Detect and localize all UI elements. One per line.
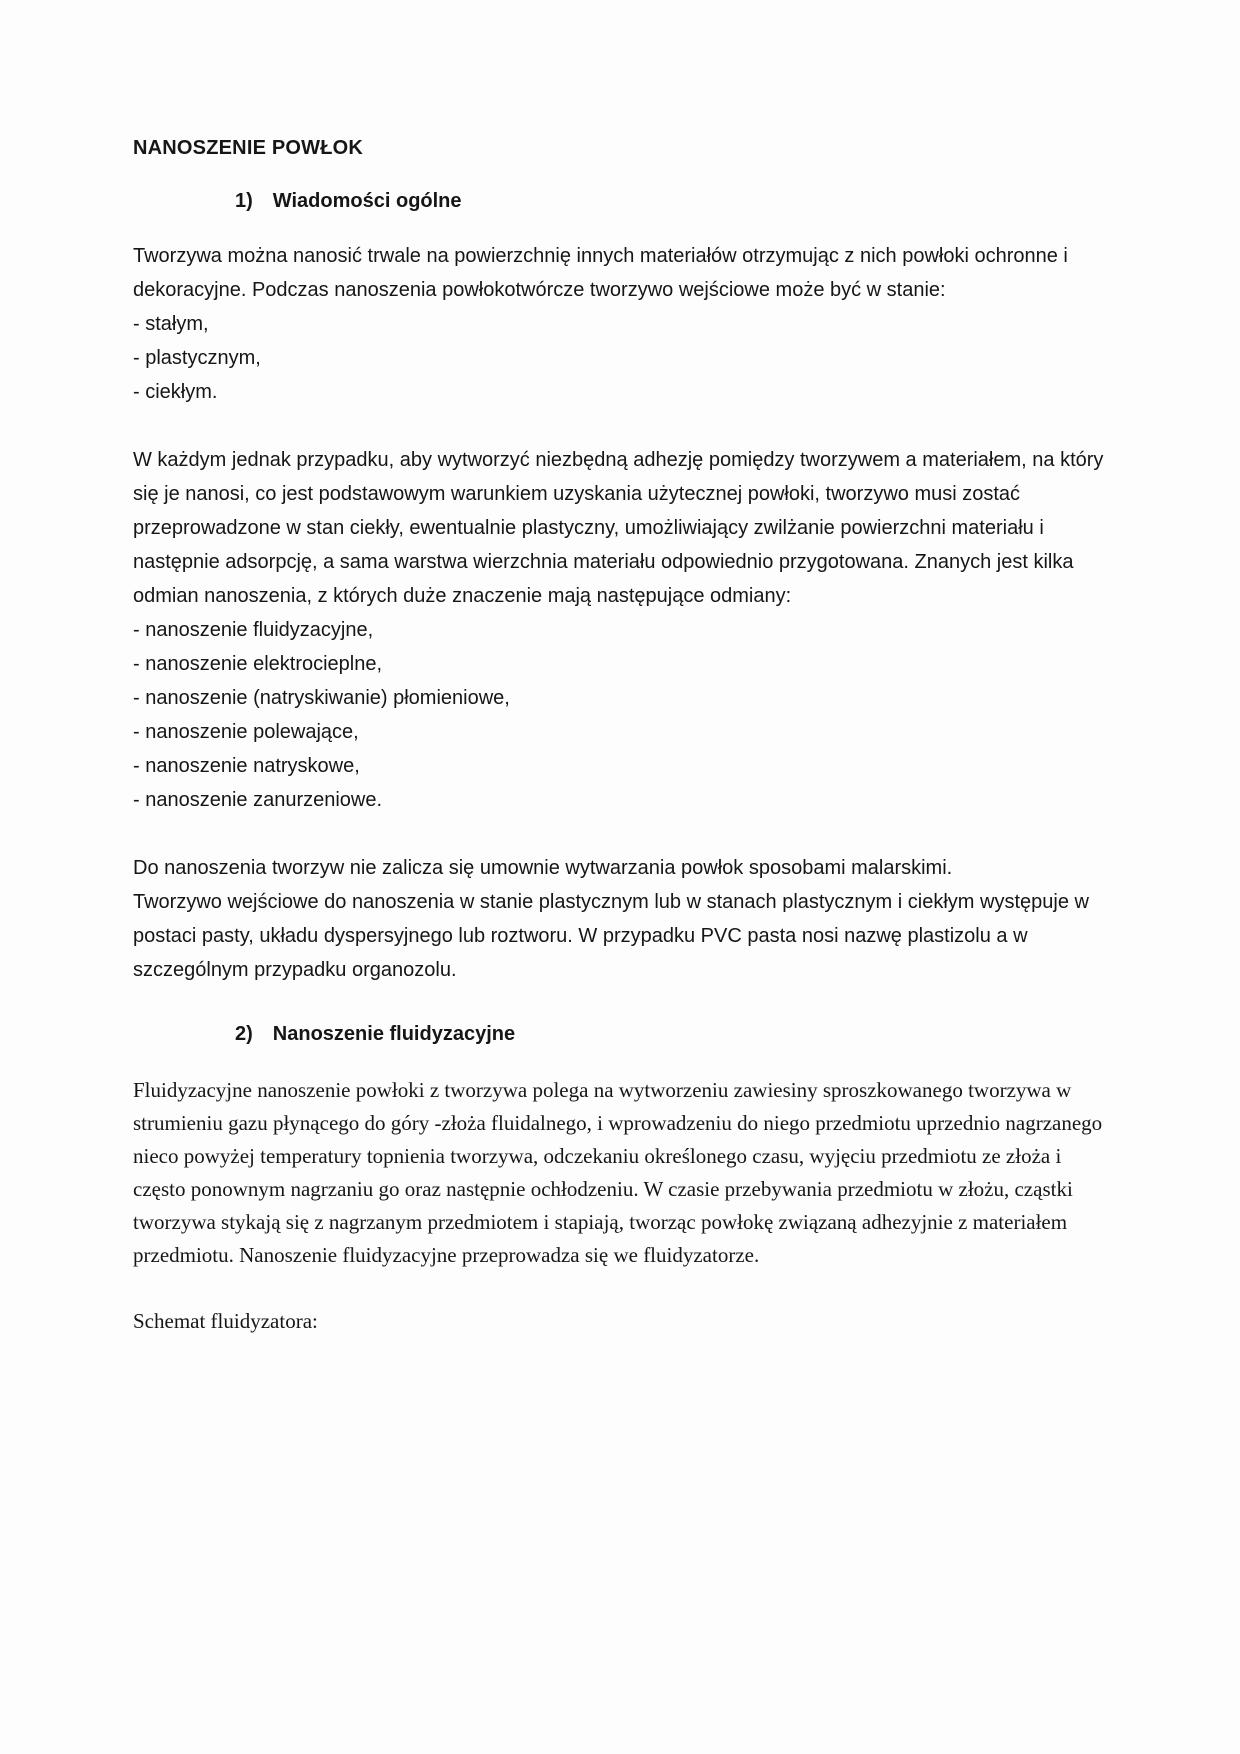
- section-1-body: [133, 239, 1118, 987]
- document-title: NANOSZENIE POWŁOK: [133, 137, 364, 159]
- document-content: [133, 137, 1118, 1338]
- method-item-polewajace: - nanoszenie polewające,: [133, 721, 359, 743]
- paragraph-wejsciowe-text: Tworzywo wejściowe do nanoszenia w stanie plastycznym lub w stanach plastycznym i ciekłym występuje w postaci pasty, układu dyspersyjnego lub roztworu. W przypadku PVC pasta nosi nazwę plastizolu a w szczególnym przypadku organozolu.: [133, 891, 1089, 981]
- state-item-plastycznym: - plastycznym,: [133, 347, 261, 369]
- paragraph-adhezja: W każdym jednak przypadku, aby wytworzyć niezbędną adhezję pomiędzy tworzywem a materiałem, na który się je nanosi, co jest podstawowym warunkiem uzyskania użytecznej powłoki, tworzywo musi zostać przeprowadzone w stan ciekły, ewentualnie plastyczny, umożliwiający zwilżanie powierzchni materiału i następnie adsorpcję, a sama warstwa wierzchnia materiału odpowiednio przygotowana. Znanych jest kilka odmian nanoszenia, z których duże znaczenie mają następujące odmiany:: [133, 449, 1104, 607]
- section-1-heading: [133, 190, 1118, 213]
- method-item-elektrocieplne: - nanoszenie elektrocieplne,: [133, 653, 383, 675]
- section-2-body: [133, 1074, 1118, 1338]
- paragraph-intro: Tworzywa można nanosić trwale na powierzchnię innych materiałów otrzymując z nich powłoki ochronne i dekoracyjne. Podczas nanoszenia powłokotwórcze tworzywo wejściowe może być w stanie:: [133, 245, 1068, 301]
- schemat-label: Schemat fluidyzatora:: [133, 1309, 318, 1333]
- section-2-number: 2): [235, 1023, 253, 1045]
- section-2-heading: [133, 1023, 1118, 1046]
- methods-list: [133, 613, 1118, 817]
- method-item-plomieniowe: - nanoszenie (natryskiwanie) płomieniowe,: [133, 687, 510, 709]
- method-item-natryskowe: - nanoszenie natryskowe,: [133, 755, 360, 777]
- section-2-title: Nanoszenie fluidyzacyjne: [272, 1023, 516, 1045]
- paragraph-malarskie-wejsciowe: [133, 851, 1118, 987]
- section-1-title: Wiadomości ogólne: [272, 190, 462, 212]
- method-item-zanurzeniowe: - nanoszenie zanurzeniowe.: [133, 789, 383, 811]
- spacer: [133, 409, 1118, 443]
- paragraph-malarskie-line: Do nanoszenia tworzyw nie zalicza się umownie wytwarzania powłok sposobami malarskimi.: [133, 857, 953, 879]
- method-item-fluidyzacyjne: - nanoszenie fluidyzacyjne,: [133, 619, 374, 641]
- spacer: [133, 817, 1118, 851]
- paragraph-fluidyzacyjne: Fluidyzacyjne nanoszenie powłoki z tworzywa polega na wytworzeniu zawiesiny sproszkowanego tworzywa w strumieniu gazu płynącego do góry -złoża fluidalnego, i wprowadzeniu do niego przedmiotu uprzednio nagrzanego nieco powyżej temperatury topnienia tworzywa, odczekaniu określonego czasu, wyjęciu przedmiotu ze złoża i często ponownym nagrzaniu go oraz następnie ochłodzeniu. W czasie przebywania przedmiotu w złożu, cząstki tworzywa stykają się z nagrzanym przedmiotem i stapiają, tworząc powłokę związaną adhezyjnie z materiałem przedmiotu. Nanoszenie fluidyzacyjne przeprowadza się we fluidyzatorze.: [133, 1078, 1103, 1267]
- state-item-cieklym: - ciekłym.: [133, 381, 218, 403]
- state-item-stalym: - stałym,: [133, 313, 209, 335]
- states-list: [133, 307, 1118, 409]
- section-1-number: 1): [235, 190, 253, 212]
